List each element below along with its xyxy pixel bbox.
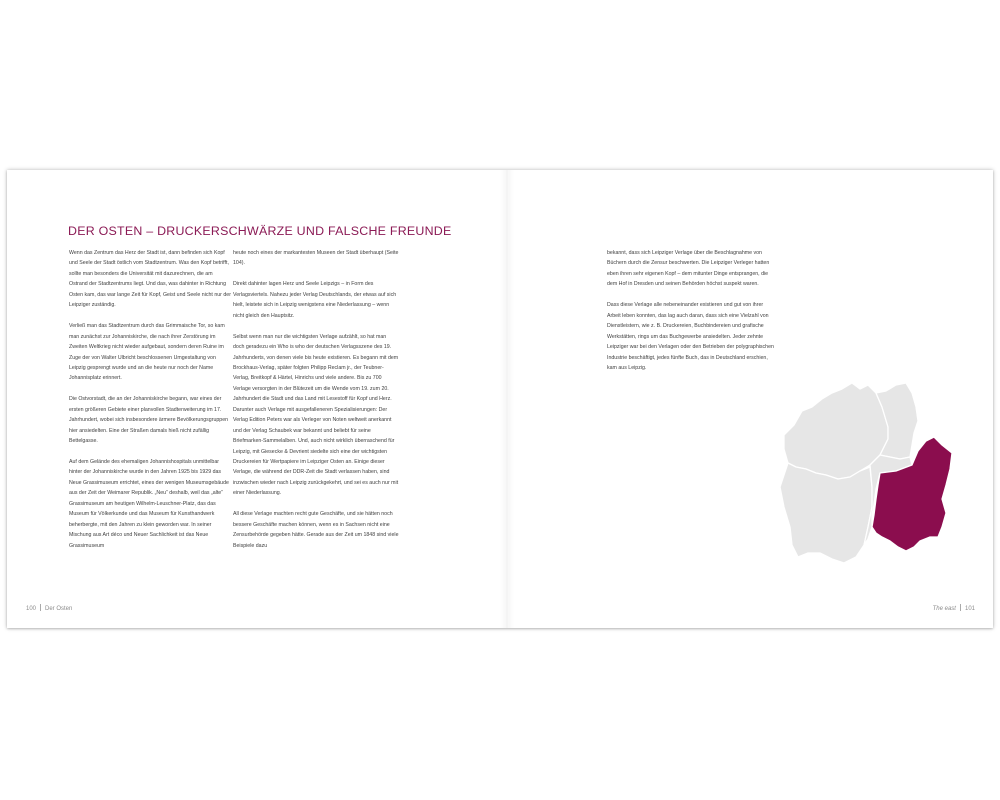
paragraph: All diese Verlage machten recht gute Geschäfte, und sie hätten noch bessere Geschäfte machen können, wenn es in Sachsen nicht eine Zensurbehörde gegeben hätte. Gerade aus der Zeit um 1848 sind viele Beispiele dazu <box>233 511 399 549</box>
running-head: The east <box>932 606 956 612</box>
text-column-2 <box>233 248 399 562</box>
paragraph: Selbst wenn man nur die wichtigsten Verlage aufzählt, so hat man doch geradezu ein Who is who der deutschen Verlagsszene des 19. Jahrhunderts, von denen viele bis heute existieren. Es begann mit dem Brockhaus-Verlag, später folgten Philipp Reclam jr., der Teubner-Verlag, Breitkopf & Härtel, Hinrichs und viele andere. Bis zu 700 Verlage versorgten in der Blütezeit um die Wende vom 19. zum 20. Jahrhundert die Stadt und das Land mit Lesestoff für Kopf und Herz. Darunter auch Verlage mit ausgefalleneren Spezialisierungen: Der Verlag Edition Peters war als Verleger von Noten weltweit anerkannt und der Verlag Schaubek war bekannt und beliebt für seine Briefmarken-Sammelalben. Und, auch nicht wirklich überraschend für Leipzig, mit Giesecke & Devrient siedelte sich eine der wichtigsten Druckereien für Wertpapiere im Leipziger Osten an. Einige dieser Verlage, die während der DDR-Zeit die Stadt verlassen haben, sind inzwischen wieder nach Leipzig zurückgekehrt, und sei es auch nur mit einer Niederlassung. <box>233 333 399 497</box>
paragraph: Dass diese Verlage alle nebeneinander existieren und gut von ihrer Arbeit leben konnten, das lag auch daran, dass sich eine Vielzahl von Dienstleistern, wie z. B. Druckereien, Buchbindereien und grafische Werkstätten, rings um das Buchgewerbe ansiedelten. Jeder zehnte Leipziger war bei den Verlagen oder den Betrieben der polygraphischen Industrie beschäftigt, jedes fünfte Buch, das in Deutschland erschien, kam aus Leipzig. <box>607 302 774 371</box>
paragraph: Verließ man das Stadtzentrum durch das Grimmaische Tor, so kam man zunächst zur Johanniskirche, die nach ihrer Zerstörung im Zweiten Weltkrieg nicht wieder aufgebaut, sondern deren Ruine im Zuge der von Walter Ulbricht beschlossenen Umgestaltung von Leipzig gesprengt wurde und an die heute nur noch der Name Johannisplatz erinnert. <box>69 323 225 382</box>
folio-left <box>26 604 72 612</box>
text-column-3 <box>607 248 775 384</box>
paragraph: Direkt dahinter lagen Herz und Seele Leipzigs – in Form des Verlagsviertels. Nahezu jeder Verlag Deutschlands, der etwas auf sich hielt, leistete sich in Leipzig wenigstens eine Niederlassung – wenn nicht gleich den Hauptsitz. <box>233 281 397 319</box>
folio-divider <box>40 604 41 611</box>
paragraph: Auf dem Gelände des ehemaligen Johannishospitals unmittelbar hinter der Johanniskirche wurde in den Jahren 1925 bis 1929 das Neue Grassimuseum errichtet, eines der wenigen Museumsgebäude aus der Zeit der Weimarer Republik. „Neu“ deshalb, weil das „alte“ Grassimuseum am heutigen Wilhelm-Leuschner-Platz, das das Museum für Völkerkunde und das Museum für Kunsthandwerk beherbergte, mit den Jahren zu klein geworden war. In seiner Mischung aus Art déco und Neuer Sachlichkeit ist das Neue Grassimuseum <box>69 459 229 549</box>
book-gutter <box>500 170 514 628</box>
paragraph: heute noch eines der markantesten Museen der Stadt überhaupt (Seite 104). <box>233 250 399 267</box>
folio-right <box>933 604 975 612</box>
page-number: 100 <box>26 606 37 612</box>
map-district-south-west <box>780 463 872 563</box>
paragraph: Die Ostvorstadt, die an der Johanniskirche begann, war eines der ersten größeren Gebiete einer planvollen Stadterweiterung im 17. Jahrhundert, wobei sich insbesondere ärmere Bevölkerungsgruppen hier ansiedelten. Eine der Straßen damals hieß nicht zufällig Bettelgasse. <box>69 396 229 445</box>
book-spread <box>7 170 993 628</box>
district-map <box>772 377 972 577</box>
paragraph: Wenn das Zentrum das Herz der Stadt ist, dann befinden sich Kopf und Seele der Stadt östlich vom Stadtzentrum. Was den Kopf betrifft, sollte man besonders die Universität mit dazurechnen, die am Ostrand der Stadtzentrums liegt. Und das, was dahinter in Richtung Osten kam, das war lange Zeit für Kopf, Geist und Seele nicht nur der Leipziger zuständig. <box>69 250 231 309</box>
text-column-1 <box>69 248 232 562</box>
folio-divider <box>960 604 961 611</box>
running-head: Der Osten <box>45 606 73 612</box>
paragraph: bekannt, dass sich Leipziger Verlage über die Beschlagnahme von Büchern durch die Zensur beschwerten. Die Leipziger Verleger hatten eben ihren sehr eigenen Kopf – dem mitunter Dinge entsprangen, die dem Hof in Dresden und seinen Behörden höchst suspekt waren. <box>607 250 770 288</box>
page-number: 101 <box>964 606 975 612</box>
chapter-title: DER OSTEN – DRUCKERSCHWÄRZE UND FALSCHE FREUNDE <box>68 224 452 238</box>
